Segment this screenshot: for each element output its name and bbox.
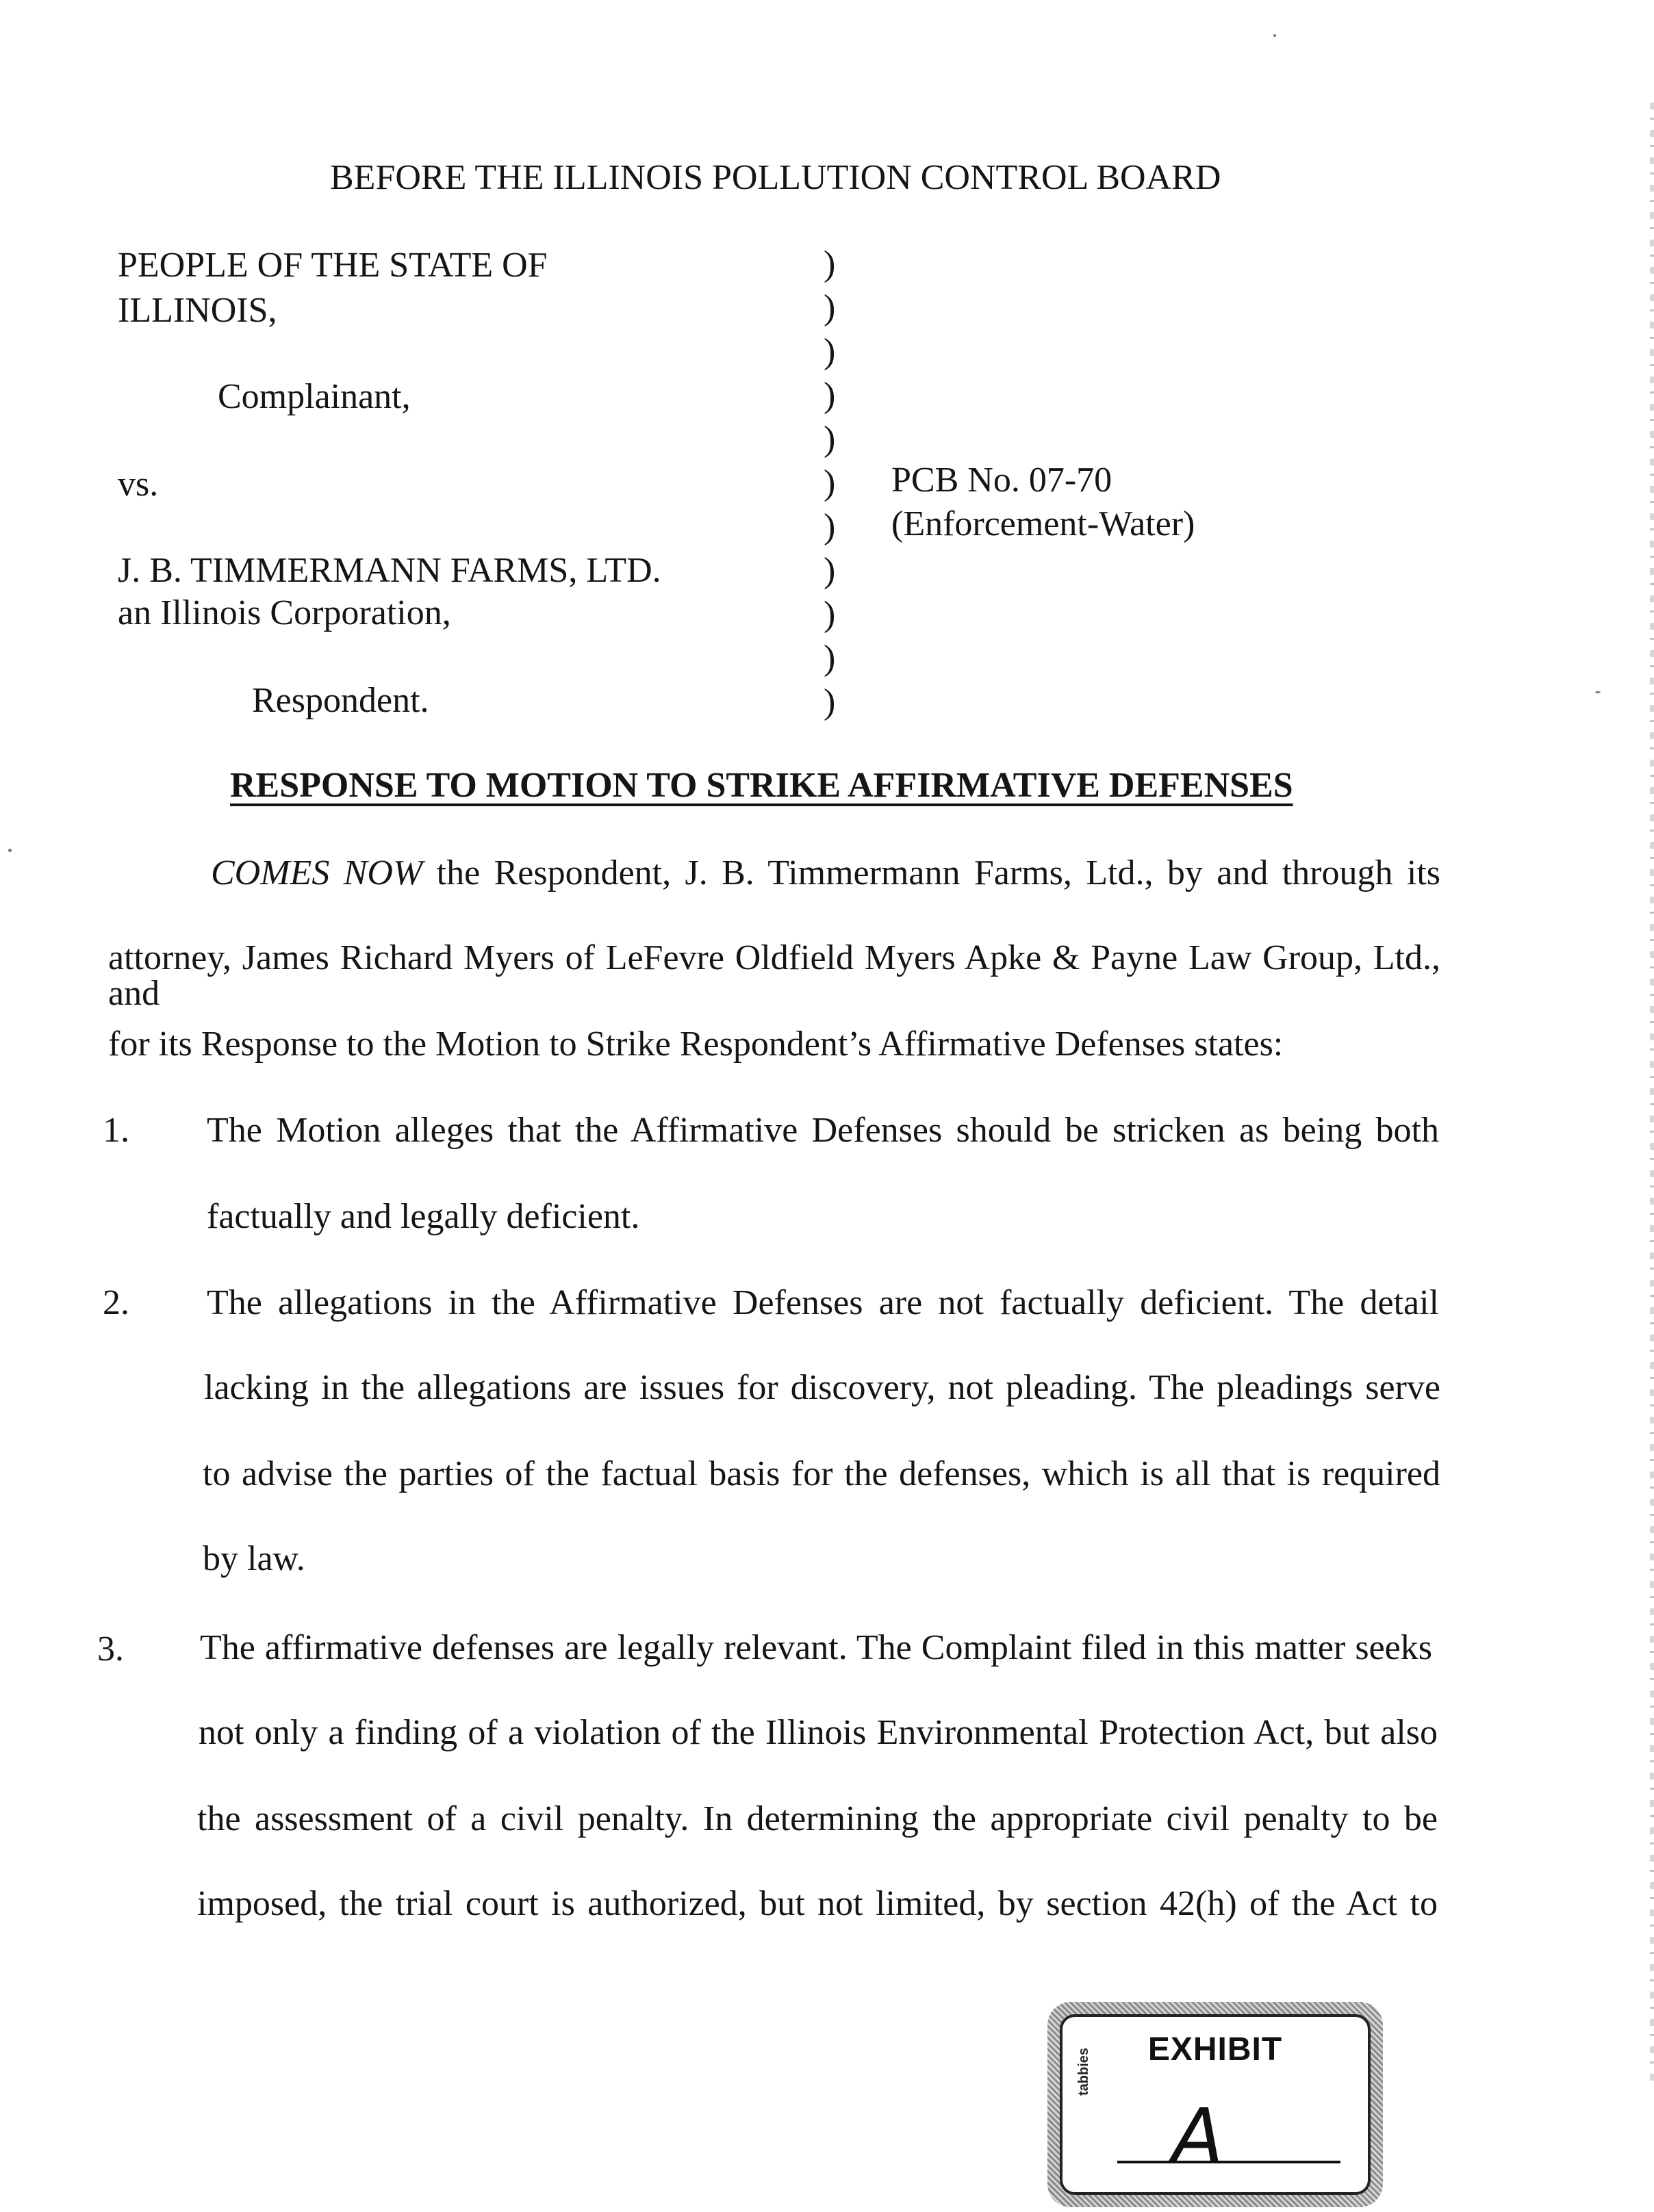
exhibit-brand-logo: tabbies <box>1076 2047 1091 2096</box>
caption-paren: ) <box>824 463 836 502</box>
plaintiff-role: Complainant, <box>218 377 411 416</box>
paragraph-2-line-2: lacking in the allegations are issues for discovery, not pleading. The pleadings serve <box>204 1368 1440 1407</box>
court-title: BEFORE THE ILLINOIS POLLUTION CONTROL BOARD <box>330 158 1221 197</box>
paragraph-3-line-4: imposed, the trial court is authorized, but not limited, by section 42(h) of the Act to <box>197 1884 1438 1923</box>
caption-paren: ) <box>824 595 836 634</box>
versus-label: vs. <box>118 465 159 504</box>
caption-paren: ) <box>824 639 836 678</box>
paragraph-3-line-2: not only a finding of a violation of the Illinois Environmental Protection Act, but also <box>199 1713 1438 1752</box>
caption-paren: ) <box>824 288 836 327</box>
caption-paren: ) <box>824 376 836 415</box>
intro-line-1 <box>211 853 1440 892</box>
paragraph-2-line-3: to advise the parties of the factual basis for the defenses, which is all that is required <box>203 1454 1440 1493</box>
paragraph-1-line-2: factually and legally deficient. <box>207 1197 640 1236</box>
caption-paren: ) <box>824 244 836 283</box>
exhibit-signature-line <box>1117 2161 1340 2163</box>
intro-line-1-rest: the Respondent, J. B. Timmermann Farms, Ltd., by and through its <box>422 853 1440 892</box>
exhibit-sticker <box>1047 2002 1383 2207</box>
intro-line-2: attorney, James Richard Myers of LeFevre Oldfield Myers Apke & Payne Law Group, Ltd., and <box>108 938 1440 1013</box>
case-type: (Enforcement-Water) <box>891 504 1195 543</box>
case-number: PCB No. 07-70 <box>891 461 1112 500</box>
scan-speck <box>1273 34 1276 37</box>
scan-speck <box>1595 691 1601 693</box>
caption-paren: ) <box>824 507 836 546</box>
paragraph-number: 3. <box>97 1630 124 1669</box>
caption-paren: ) <box>824 420 836 459</box>
document-heading: RESPONSE TO MOTION TO STRIKE AFFIRMATIVE DEFENSES <box>230 766 1293 805</box>
scan-edge-artifact <box>1650 103 1654 2087</box>
plaintiff-name-line2: ILLINOIS, <box>118 291 277 330</box>
caption-paren: ) <box>824 551 836 590</box>
plaintiff-name-line1: PEOPLE OF THE STATE OF <box>118 246 548 285</box>
paragraph-2-line-1: The allegations in the Affirmative Defenses are not factually deficient. The detail <box>207 1283 1439 1322</box>
caption-paren: ) <box>824 332 836 371</box>
exhibit-sticker-inner <box>1060 2014 1371 2195</box>
paragraph-3-line-1: The affirmative defenses are legally relevant. The Complaint filed in this matter seeks <box>200 1628 1432 1667</box>
paragraph-2-line-4: by law. <box>203 1539 305 1578</box>
paragraph-1-line-1: The Motion alleges that the Affirmative Defenses should be stricken as being both <box>207 1111 1439 1150</box>
paragraph-number: 2. <box>103 1283 129 1322</box>
scan-speck <box>8 849 12 852</box>
intro-lead-italic: COMES NOW <box>211 853 423 892</box>
defendant-name-line1: J. B. TIMMERMANN FARMS, LTD. <box>118 551 661 590</box>
intro-line-3: for its Response to the Motion to Strike Respondent’s Affirmative Defenses states: <box>108 1025 1284 1064</box>
exhibit-letter: A <box>1172 2092 1224 2180</box>
defendant-role: Respondent. <box>252 681 429 720</box>
paragraph-3-line-3: the assessment of a civil penalty. In determining the appropriate civil penalty to be <box>197 1799 1438 1838</box>
caption-paren: ) <box>824 682 836 721</box>
exhibit-title: EXHIBIT <box>1147 2031 1283 2068</box>
paragraph-number: 1. <box>103 1111 129 1150</box>
defendant-name-line2: an Illinois Corporation, <box>118 593 451 632</box>
